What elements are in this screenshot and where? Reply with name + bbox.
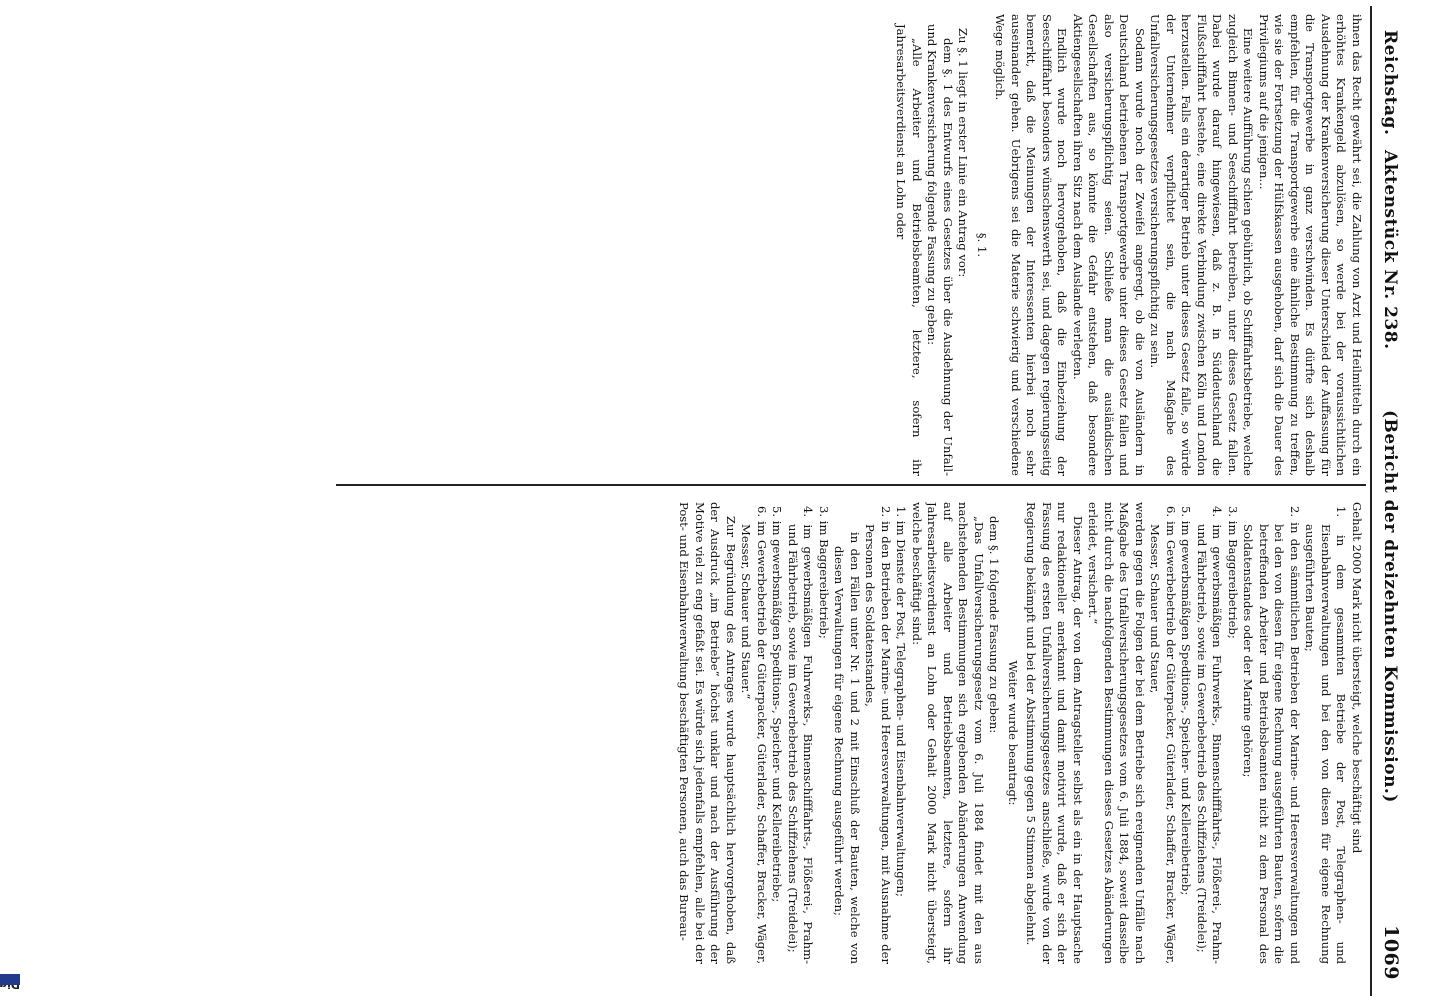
- paragraph: Zu §. 1 liegt in erster Linie ein Antrag vor:: [956, 28, 971, 278]
- list-item: 4. im gewerbsmäßigen Fuhrwerks-, Binnenschifffahrts-, Flößerei-, Prahm- und Fährbetrieb, sowie im Gewerbebetrieb des Schiffziehens (Treidelei);: [1195, 506, 1225, 964]
- page-number: 1069: [1380, 925, 1402, 980]
- paragraph: Endlich wurde noch hervorgehoben, daß die Einbeziehung der Seeschifffahrt besonders wünschenswerth sei, und dagegen regierungsseitig bemerkt, daß die Meinungen der Interessenten hierbei noch sehr auseinander gehen. Uebrigens sei die Materie schwierig und verschiedene Wege möglich.: [993, 14, 1070, 476]
- paragraph: ihnen das Recht gewährt sei, die Zahlung von Arzt und Heilmitteln durch ein erhöhtes Krankengeld abzulösen, so werde bei der voraussichtlichen Ausdehnung der Krankenversicherung dieser Unterschied der Auffassung für die Transportgewerbe in ganz verschwinden. Es dürfte sich deshalb empfehlen, für die Transportgewerbe eine ähnliche Bestimmung zu treffen, wie sie der Fortsetzung der Hülfskassen ausgehoben, darf sich die Dauer des Privilegiums auf die jenigen...: [1257, 14, 1364, 476]
- list-item: 4. im gewerbsmäßigen Fuhrwerks-, Binnenschifffahrts-, Flößerei-, Prahm- und Fährbetrieb, sowie im Gewerbebetrieb des Schiffziehens (Treidelei);: [786, 506, 816, 964]
- paragraph: dem §. 1 des Entwurfs eines Gesetzes über die Ausdehnung der Unfall- und Krankenversicherung folgende Fassung zu geben:: [925, 24, 955, 476]
- paragraph: Weiter wurde beantragt:: [1006, 660, 1020, 806]
- header-right: (Bericht der dreizehnten Kommission.): [1380, 410, 1400, 803]
- list-item: 1. in dem gesammten Betriebe der Post, Telegraphen- und Eisenbahnverwaltungen und bei den von diesen für eigene Rechnung ausgeführten Bauten;: [1303, 506, 1349, 964]
- paragraph: dem §. 1 folgende Fassung zu geben:: [987, 516, 1002, 734]
- header-left: Reichstag.: [1380, 30, 1400, 136]
- header-rule: [1370, 6, 1372, 996]
- document-page: [10, 6, 1410, 996]
- list-item: 6. im Gewerbebetrieb der Güterpacker, Güterlader, Schaffer, Bracker, Wäger, Messer, Schauer und Stauer.“: [739, 506, 769, 964]
- list-item: 2. in den sämmtlichen Betrieben der Marine- und Heeresverwaltungen und bei den von diesen für eigene Rechnung ausgeführten Bauten, sofern die betreffenden Arbeiter und Betriebsbeamten nicht zu dem Personal des Soldatenstandes oder der Marine gehören;: [1241, 506, 1302, 964]
- list-item: 3. im Baggereibetrieb;: [817, 506, 831, 639]
- paragraph: Eine weitere Aufführung schien gebührlich, ob Schifffahrtsbetriebe, welche zugleich Binnen- und Seeschifffahrt betreiben, unter dieses Gesetz fallen. Dabei wurde darauf hingewiesen, daß z. B. in Süddeutschland die Flußschifffahrt bestehe, eine direkte Verbindung zwischen Köln und London herzustellen. Falls ein derartiger Betrieb unter dieses Gesetz falle, so würde der Unternehmer verpflichtet sein, die nach Maßgabe des Unfallversicherungsgesetzes versicherungspflichtig zu sein.: [1148, 14, 1256, 476]
- left-column: [44, 14, 1364, 476]
- list-item: in den Fällen unter Nr. 1 und 2 mit Einschluß der Bauten, welche von diesen Verwaltungen für eigene Rechnung ausgeführt werden;: [832, 532, 862, 964]
- digitization-credit: [4, 574, 22, 994]
- paragraph: „Alle Arbeiter und Betriebsbeamten, letztere, sofern ihr Jahresarbeitsverdienst an Lohn oder: [894, 24, 924, 476]
- list-item: 2. in den Betrieben der Marine- und Heeresverwaltungen, mit Ausnahme der Personen des Soldatenstandes,: [863, 506, 893, 964]
- page-header: [1372, 20, 1406, 980]
- paragraph: „Das Unfallversicherungsgesetz vom 6. Juli 1884 findet mit den aus nachstehenden Bestimmungen sich ergebenden Abänderungen Anwendung auf alle Arbeiter und Betriebsbeamten, letztere, sofern ihr Jahresarbeitsverdienst an Lohn oder Gehalt 2000 Mark nicht übersteigt, welche beschäftigt sind:: [910, 502, 986, 964]
- section-heading: §. 1.: [975, 232, 989, 258]
- list-item: 3. im Baggereibetrieb;: [1226, 506, 1240, 639]
- list-item: 5. im gewerbsmäßigen Speditions-, Speicher- und Kellereibetrieb;: [1179, 506, 1194, 896]
- right-column: [44, 502, 1364, 964]
- column-divider: [336, 484, 1366, 486]
- list-item: 5. im gewerbsmäßigen Speditions-, Speicher- und Kellereibetriebe;: [770, 506, 785, 903]
- list-item: 6. im Gewerbebetrieb der Güterpacker, Güterlader, Schaffer, Bracker, Wäger, Messer, Schauer und Stauer,: [1148, 506, 1178, 964]
- paragraph: Zur Begründung des Antrages wurde hauptsächlich hervorgehoben, daß der Ausdruck „im Betriebe“ höchst unklar und nach der Ausführung der Motive viel zu eng gefaßt sei. Es würde sich jedenfalls empfehlen, alle bei der Post- und Eisenbahnverwaltung beschäftigten Personen, auch das Bureau-: [677, 502, 738, 964]
- paragraph: Sodann wurde noch der Zweifel angeregt, ob die von Ausländern in Deutschland betriebenen Transportgewerbe unter dieses Gesetz fallen und also versicherungspflichtig seien. Schließe man die ausländischen Gesellschaften aus, so könnte die Gefahr entstehen, daß besondere Aktiengesellschaften ihren Sitz nach dem Auslande verlegten.: [1071, 14, 1147, 476]
- paragraph: werden gegen die Folgen der bei dem Betriebe sich ereignenden Unfälle nach Maßgabe des Unfallversicherungsgesetzes vom 6. Juli 1884, soweit dasselbe nicht durch die nachfolgenden Bestimmungen dieses Gesetzes Abänderungen erleidet, versichert.“: [1086, 502, 1147, 964]
- paragraph: Gehalt 2000 Mark nicht übersteigt, welche beschäftigt sind: [1350, 502, 1364, 854]
- list-item: 1. im Dienste der Post, Telegraphen- und Eisenbahnverwaltungen;: [894, 506, 909, 897]
- dfg-logo-icon: [0, 974, 20, 985]
- header-center: Aktenstück Nr. 238.: [1380, 150, 1400, 350]
- paragraph: Dieser Antrag, der von dem Antragsteller selbst als ein in der Hauptsache nur redaktioneller anerkannt und damit motivirt wurde, daß er sich der Fassung des ersten Unfallversicherungsgesetzes anschließe, wurde von der Regierung bekämpft und bei der Abstimmung gegen 5 Stimmen abgelehnt.: [1024, 502, 1085, 964]
